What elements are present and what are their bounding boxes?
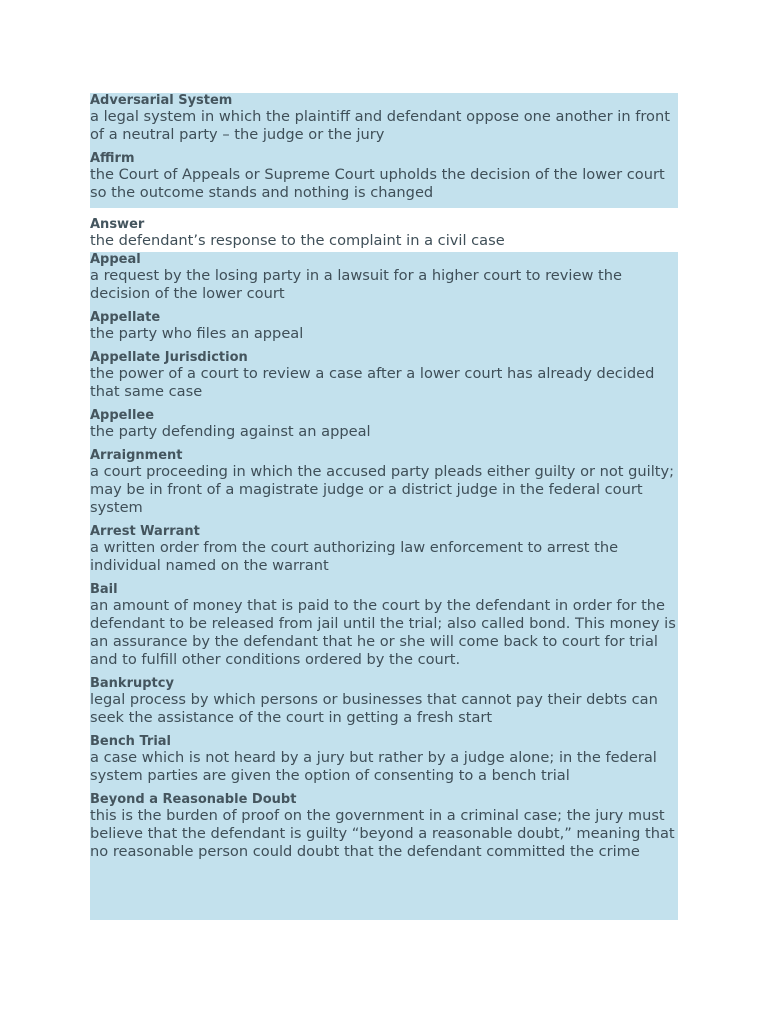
- glossary-definition: this is the burden of proof on the government in a criminal case; the jury must believe that the defendant is guilty “beyond a reasonable doubt,” meaning that no reasonable person could doubt that the defendant committed the crime: [90, 807, 675, 860]
- glossary-block-2: [90, 208, 678, 252]
- glossary-definition: the Court of Appeals or Supreme Court upholds the decision of the lower court so the outcome stands and nothing is changed: [90, 166, 665, 201]
- glossary-entry: [90, 208, 678, 251]
- glossary-term: Arrest Warrant: [90, 524, 200, 539]
- glossary-entry: [90, 310, 678, 350]
- glossary-entry: [90, 350, 678, 408]
- glossary-definition: an amount of money that is paid to the court by the defendant in order for the defendant to be released from jail until the trial; also called bond. This money is an assurance by the defendant that he or she will come back to court for trial and to fulfill other conditions ordered by the court.: [90, 597, 676, 668]
- glossary-term: Appellee: [90, 408, 155, 423]
- glossary-definition: the defendant’s response to the complaint in a civil case: [90, 232, 505, 249]
- glossary: [90, 93, 678, 920]
- glossary-term: Bail: [90, 582, 118, 597]
- glossary-term: Bench Trial: [90, 734, 172, 749]
- glossary-definition: a court proceeding in which the accused party pleads either guilty or not guilty; may be in front of a magistrate judge or a district judge in the federal court system: [90, 463, 675, 516]
- glossary-term: Arraignment: [90, 448, 183, 463]
- glossary-term: Appeal: [90, 252, 141, 267]
- glossary-definition: a request by the losing party in a lawsuit for a higher court to review the decision of the lower court: [90, 267, 622, 302]
- glossary-entry: [90, 408, 678, 448]
- glossary-entry: [90, 93, 678, 151]
- glossary-definition: a legal system in which the plaintiff and defendant oppose one another in front of a neutral party – the judge or the jury: [90, 108, 670, 143]
- glossary-term: Beyond a Reasonable Doubt: [90, 792, 297, 807]
- glossary-definition: a case which is not heard by a jury but rather by a judge alone; in the federal system parties are given the option of consenting to a bench trial: [90, 749, 657, 784]
- glossary-term: Answer: [90, 217, 145, 232]
- glossary-definition: the power of a court to review a case after a lower court has already decided that same case: [90, 365, 655, 400]
- glossary-entry: [90, 448, 678, 524]
- glossary-entry: [90, 524, 678, 582]
- glossary-term: Adversarial System: [90, 93, 233, 108]
- glossary-term: Appellate: [90, 310, 161, 325]
- glossary-entry: [90, 676, 678, 734]
- glossary-definition: the party who files an appeal: [90, 325, 304, 342]
- glossary-term: Appellate Jurisdiction: [90, 350, 248, 365]
- glossary-definition: a written order from the court authorizing law enforcement to arrest the individual named on the warrant: [90, 539, 619, 574]
- glossary-entry: [90, 151, 678, 203]
- glossary-entry: [90, 792, 678, 862]
- glossary-term: Affirm: [90, 151, 135, 166]
- glossary-term: Bankruptcy: [90, 676, 174, 691]
- glossary-block-1: [90, 93, 678, 208]
- glossary-definition: the party defending against an appeal: [90, 423, 371, 440]
- glossary-entry: [90, 734, 678, 792]
- glossary-entry: [90, 252, 678, 310]
- glossary-definition: legal process by which persons or businesses that cannot pay their debts can seek the assistance of the court in getting a fresh start: [90, 691, 658, 726]
- glossary-block-3: [90, 252, 678, 920]
- glossary-entry: [90, 582, 678, 676]
